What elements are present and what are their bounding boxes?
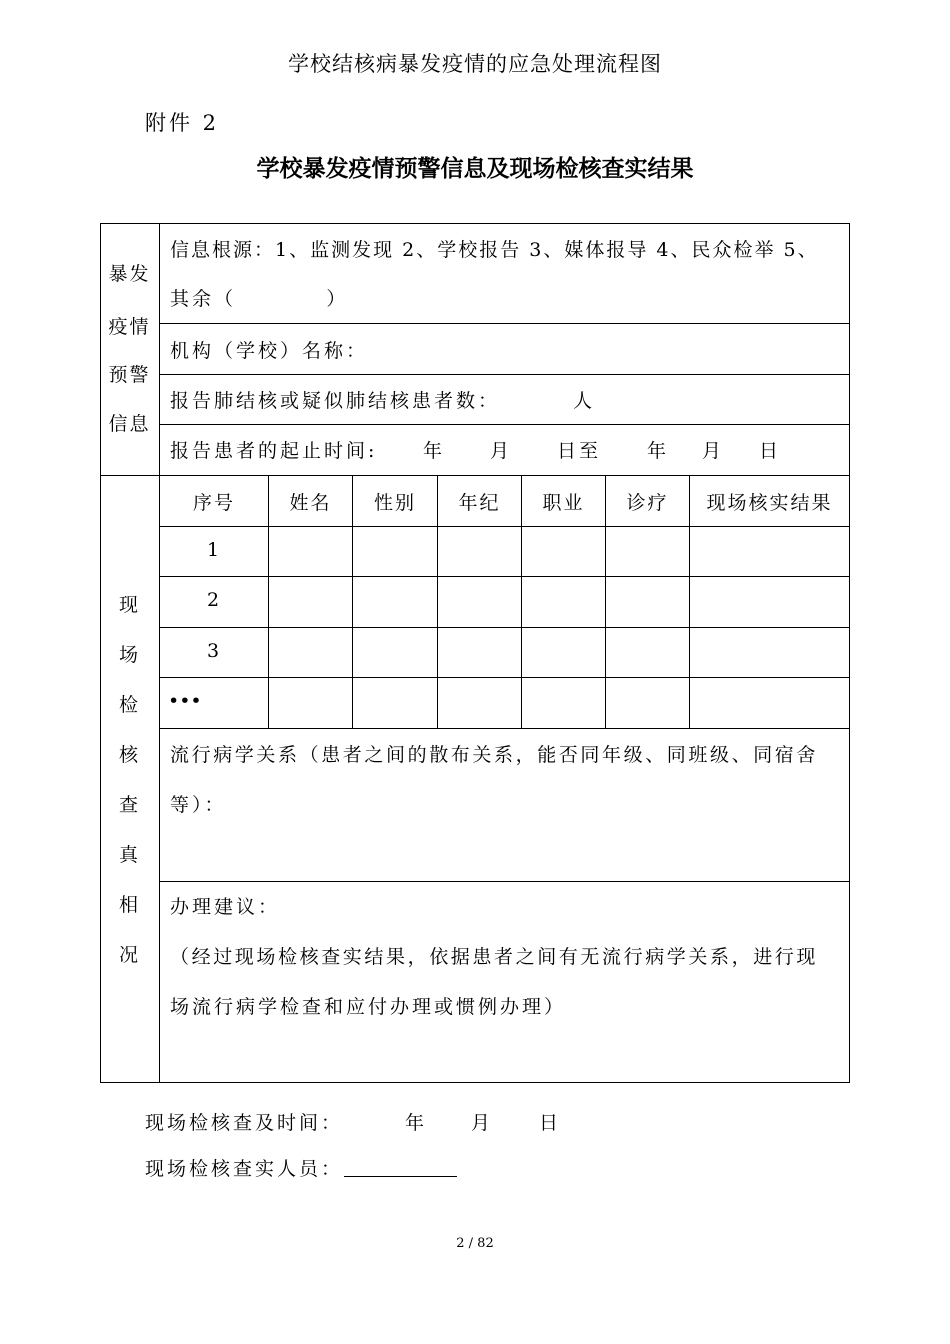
- table-row-number: 3: [206, 640, 222, 662]
- attachment-label: 附件 2: [145, 111, 220, 135]
- section1-label-line-1: 暴发: [108, 263, 151, 285]
- period-start-year: 年: [423, 440, 446, 462]
- verification-time-label: 现场检核查及时间：: [145, 1112, 344, 1134]
- patient-count-label: 报告肺结核或疑似肺结核患者数：: [170, 390, 501, 412]
- table-row-ellipsis: •••: [168, 690, 202, 712]
- section2-label-char-1: 现: [118, 594, 140, 616]
- advice-line-2: 场流行病学检查和应付办理或惯例办理）: [170, 996, 567, 1018]
- page-number: 2 / 82: [456, 1236, 494, 1251]
- period-start-day: 日至: [557, 440, 602, 462]
- period-end-day: 日: [759, 440, 782, 462]
- info-source-line-1: 信息根源：1、监测发现 2、学校报告 3、媒体报导 4、民众检举 5、: [170, 239, 819, 261]
- column-header-age: 年纪: [458, 492, 501, 514]
- report-period-label: 报告患者的起止时间:: [170, 440, 378, 462]
- org-name-label: 机构（学校）名称：: [170, 340, 369, 362]
- verification-person-label: 现场检核查实人员：: [145, 1158, 344, 1180]
- period-start-month: 月: [490, 440, 513, 462]
- section2-label-char-7: 相: [118, 894, 140, 916]
- table-row-number: 1: [206, 539, 222, 561]
- verification-year: 年: [405, 1112, 428, 1134]
- section1-label-line-2: 疫情: [108, 316, 151, 338]
- section1-label-line-3: 预警: [108, 364, 151, 386]
- epidemiology-line-1: 流行病学关系（患者之间的散布关系，能否同年级、同班级、同宿舍: [170, 744, 819, 766]
- verification-month: 月: [471, 1112, 494, 1134]
- advice-title: 办理建议：: [170, 896, 281, 918]
- column-header-number: 序号: [192, 492, 235, 514]
- column-header-gender: 性别: [373, 492, 416, 514]
- page-title: 学校暴发疫情预警信息及现场检核查实结果: [256, 156, 694, 182]
- signature-line: [344, 1176, 457, 1177]
- section2-label-char-3: 检: [118, 694, 140, 716]
- verification-day: 日: [539, 1112, 562, 1134]
- epidemiology-line-2: 等）：: [170, 794, 227, 816]
- section1-label-line-4: 信息: [108, 413, 151, 435]
- column-header-occupation: 职业: [542, 492, 585, 514]
- info-source-line-2: 其余（ ）: [170, 288, 349, 310]
- column-header-verification-result: 现场核实结果: [706, 492, 833, 514]
- section2-label-char-2: 场: [118, 644, 140, 666]
- document-header: 学校结核病暴发疫情的应急处理流程图: [288, 52, 662, 76]
- column-header-name: 姓名: [289, 492, 332, 514]
- period-end-month: 月: [702, 440, 725, 462]
- section2-label-char-6: 真: [118, 844, 140, 866]
- section2-label-char-5: 查: [118, 794, 140, 816]
- column-header-diagnosis: 诊疗: [626, 492, 669, 514]
- section2-label-char-4: 核: [118, 744, 140, 766]
- period-end-year: 年: [647, 440, 670, 462]
- advice-line-1: （经过现场检核查实结果，依据患者之间有无流行病学关系，进行现: [170, 946, 819, 968]
- section2-label-char-8: 况: [118, 944, 140, 966]
- patient-count-unit: 人: [573, 390, 596, 412]
- table-row-number: 2: [206, 589, 222, 611]
